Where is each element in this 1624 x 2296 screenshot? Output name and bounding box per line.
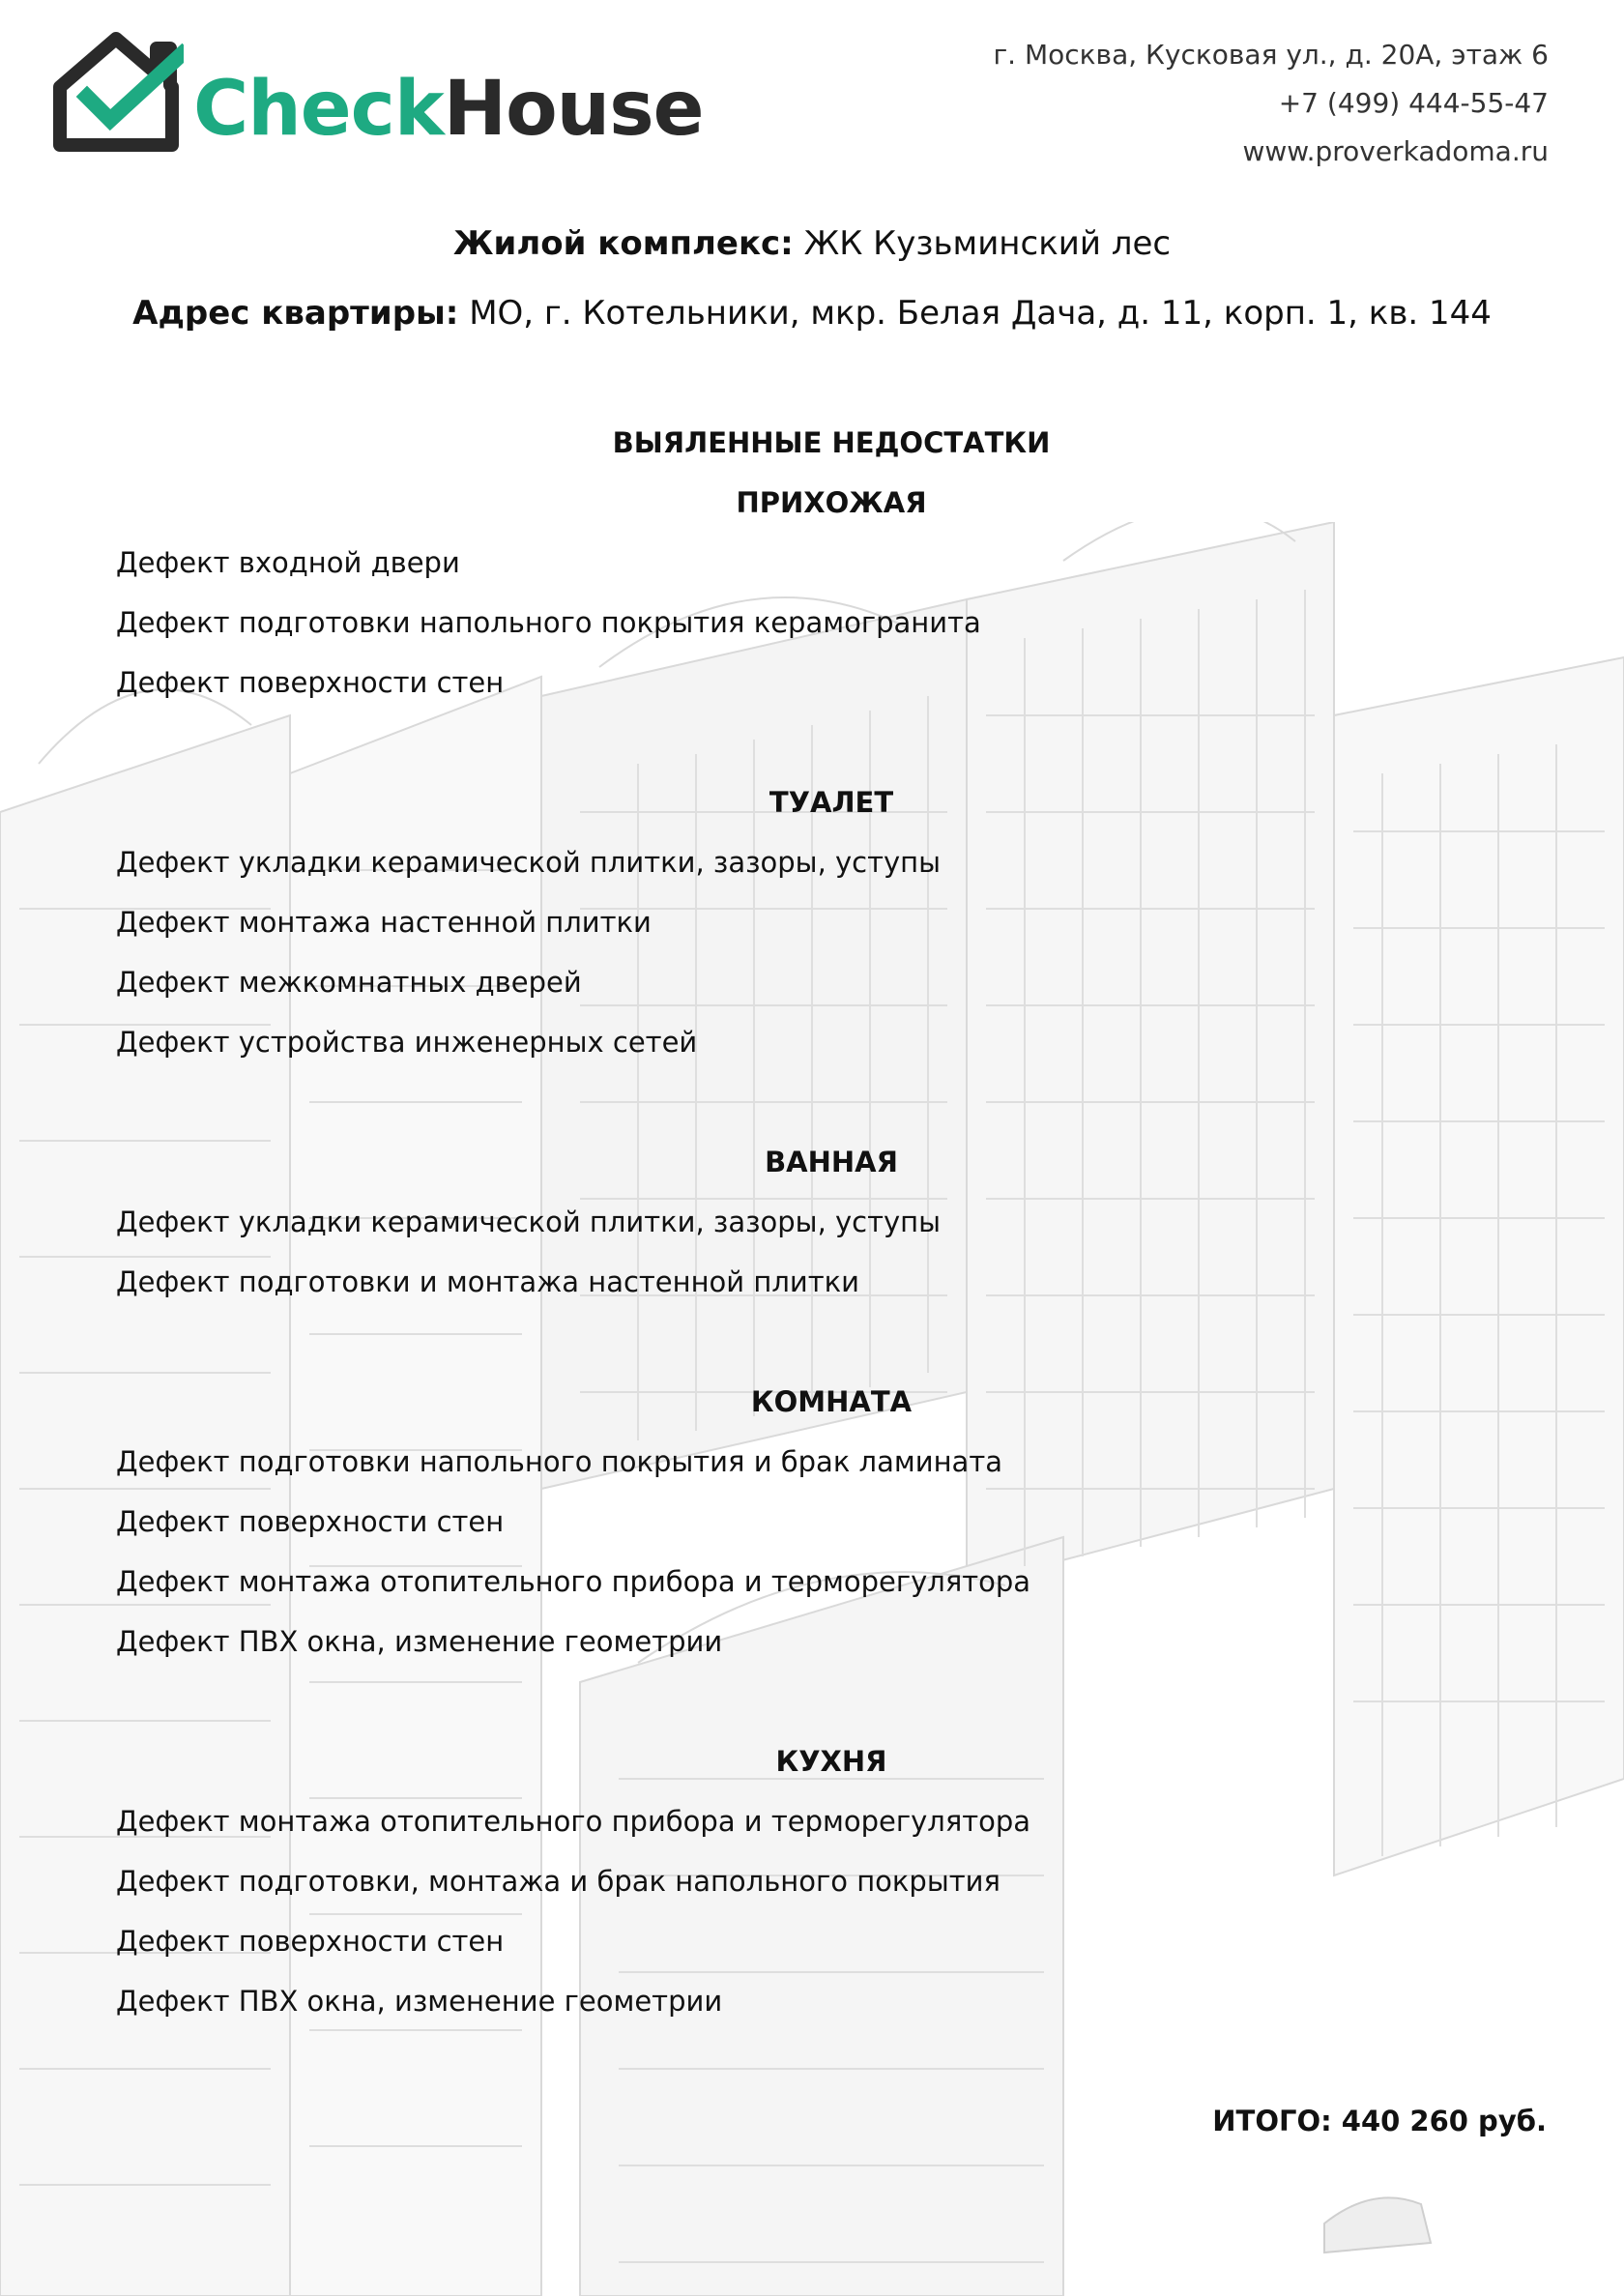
section-heading-kitchen: КУХНЯ [775, 1745, 887, 1778]
company-address: г. Москва, Кусковая ул., д. 20А, этаж 6 [993, 39, 1549, 71]
section-heading-room: КОМНАТА [750, 1385, 913, 1418]
list-item: Дефект подготовки напольного покрытия и брак ламината [116, 1445, 1002, 1478]
complex-value: ЖК Кузьминский лес [803, 224, 1172, 263]
logo-text-house: House [443, 66, 704, 153]
list-item: Дефект подготовки, монтажа и брак напольного покрытия [116, 1865, 1000, 1898]
complex-label: Жилой комплекс: [452, 224, 794, 263]
address-label: Адрес квартиры: [132, 294, 459, 333]
house-check-icon [48, 31, 184, 157]
company-website: www.proverkadoma.ru [1242, 135, 1549, 167]
list-item: Дефект подготовки и монтажа настенной плитки [116, 1265, 859, 1298]
brand-logo [48, 31, 704, 157]
list-item: Дефект укладки керамической плитки, зазоры, уступы [116, 1206, 942, 1238]
list-item: Дефект ПВХ окна, изменение геометрии [116, 1625, 723, 1658]
section-heading-hallway: ПРИХОЖАЯ [736, 486, 927, 519]
list-item: Дефект устройства инженерных сетей [116, 1026, 698, 1059]
total-amount: ИТОГО: 440 260 руб. [1212, 2105, 1547, 2137]
list-item: Дефект поверхности стен [116, 666, 505, 699]
section-heading-toilet: ТУАЛЕТ [768, 786, 894, 819]
list-item: Дефект входной двери [116, 546, 460, 579]
list-item: Дефект укладки керамической плитки, зазоры, уступы [116, 846, 942, 879]
complex-line [0, 224, 1624, 263]
list-item: Дефект поверхности стен [116, 1925, 505, 1958]
address-line [0, 294, 1624, 333]
list-item: Дефект монтажа отопительного прибора и терморегулятора [116, 1805, 1031, 1838]
list-item: Дефект поверхности стен [116, 1505, 505, 1538]
section-heading-bathroom: ВАННАЯ [765, 1146, 898, 1178]
list-item: Дефект подготовки напольного покрытия керамогранита [116, 606, 981, 639]
company-phone: +7 (499) 444-55-47 [1278, 87, 1549, 119]
list-item: Дефект монтажа отопительного прибора и терморегулятора [116, 1565, 1031, 1598]
list-item: Дефект ПВХ окна, изменение геометрии [116, 1985, 723, 2018]
report-title: ВЫЯЛЕННЫЕ НЕДОСТАТКИ [612, 426, 1051, 459]
list-item: Дефект межкомнатных дверей [116, 966, 582, 999]
list-item: Дефект монтажа настенной плитки [116, 906, 652, 939]
contact-block [993, 31, 1549, 176]
logo-wordmark [193, 66, 704, 153]
address-value: МО, г. Котельники, мкр. Белая Дача, д. 11, корп. 1, кв. 144 [469, 294, 1492, 333]
logo-text-check: Check [193, 66, 444, 153]
